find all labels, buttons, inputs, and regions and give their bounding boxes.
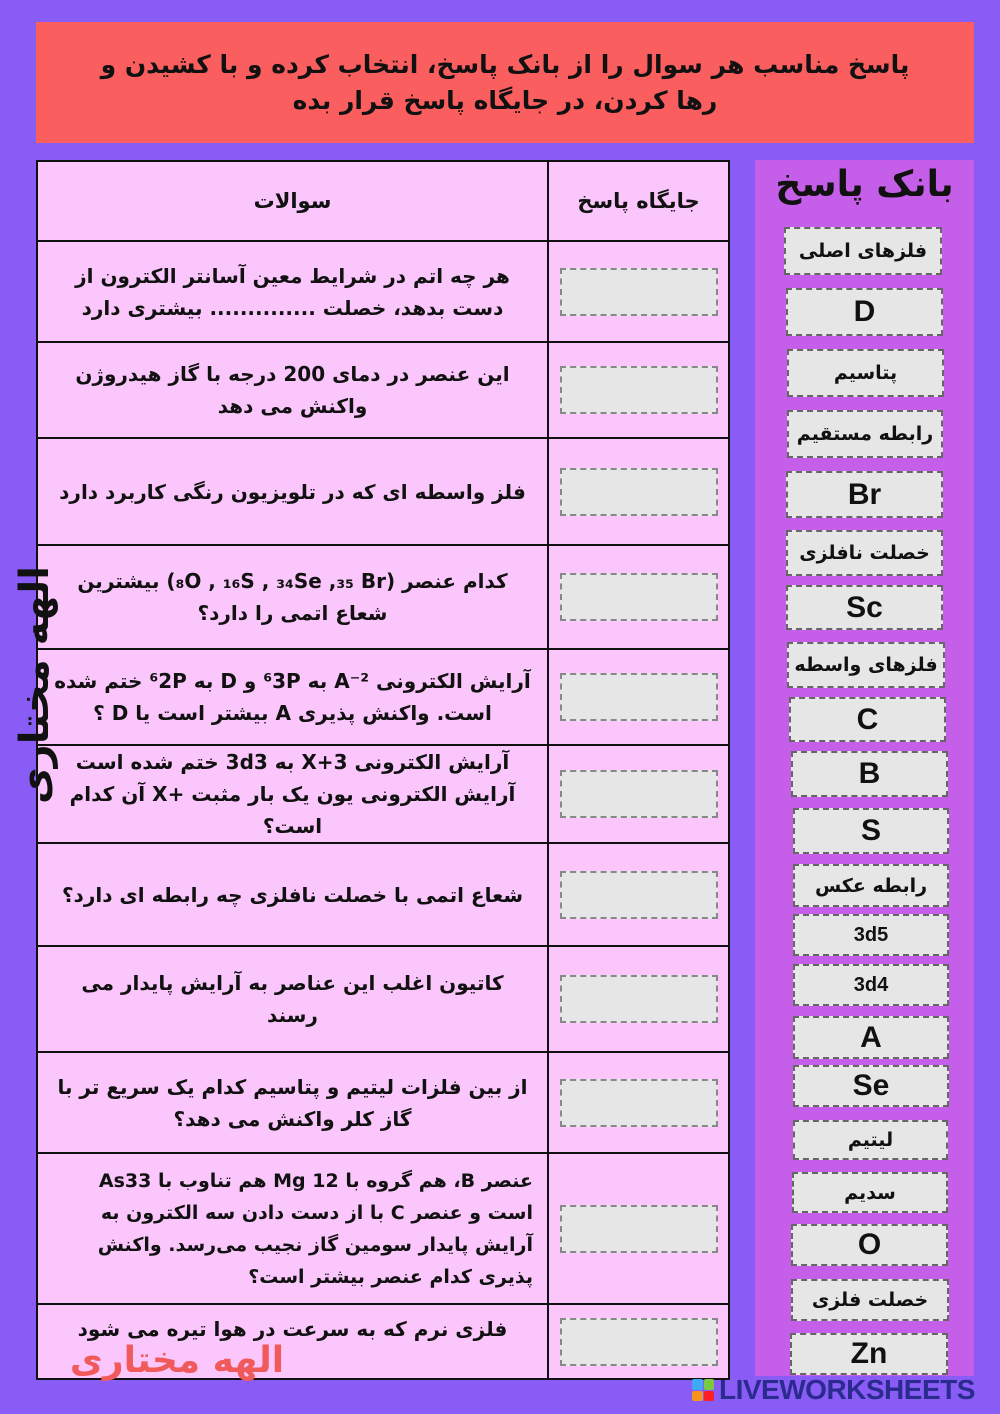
- answer-drop-slot[interactable]: [560, 975, 718, 1023]
- question-text: این عنصر در دمای 200 درجه با گاز هیدروژن واکنش می دهد: [37, 342, 548, 438]
- answer-drop-slot[interactable]: [560, 1079, 718, 1127]
- question-row: [37, 745, 729, 843]
- answer-drop-slot[interactable]: [560, 1205, 718, 1253]
- answer-chip[interactable]: A: [793, 1016, 949, 1059]
- question-text: کاتیون اغلب این عناصر به آرایش پایدار می رسند: [37, 946, 548, 1052]
- answer-cell: [548, 843, 729, 946]
- instructions-line-2: رها کردن، در جایگاه پاسخ قرار بده: [292, 85, 718, 115]
- answer-drop-slot[interactable]: [560, 1318, 718, 1366]
- answer-cell: [548, 649, 729, 745]
- question-text: فلز واسطه ای که در تلویزیون رنگی کاربرد دارد: [37, 438, 548, 545]
- question-text: شعاع اتمی با خصلت نافلزی چه رابطه ای دارد؟: [37, 843, 548, 946]
- answer-bank-title: بانک پاسخ: [775, 164, 954, 205]
- answer-chip[interactable]: O: [791, 1224, 948, 1266]
- question-row: [37, 1052, 729, 1153]
- answer-cell: [548, 342, 729, 438]
- answer-cell: [548, 1304, 729, 1379]
- answer-cell: [548, 946, 729, 1052]
- answer-chip[interactable]: Br: [786, 471, 943, 518]
- answer-chip[interactable]: خصلت فلزی: [791, 1279, 949, 1321]
- table-header-row: [37, 161, 729, 241]
- answer-chip[interactable]: D: [786, 288, 943, 336]
- answer-chip[interactable]: خصلت نافلزی: [786, 530, 943, 576]
- questions-header: سوالات: [37, 161, 548, 241]
- answer-drop-slot[interactable]: [560, 673, 718, 721]
- answer-drop-slot[interactable]: [560, 871, 718, 919]
- answer-chip[interactable]: 3d5: [793, 914, 949, 956]
- answer-chip[interactable]: Zn: [790, 1333, 948, 1375]
- question-row: [37, 649, 729, 745]
- answer-chip[interactable]: C: [789, 697, 946, 742]
- answer-chip[interactable]: B: [791, 751, 948, 797]
- answer-chip[interactable]: 3d4: [793, 964, 949, 1006]
- answer-chip[interactable]: Sc: [786, 585, 943, 630]
- answer-chip[interactable]: S: [793, 808, 949, 854]
- question-row: [37, 946, 729, 1052]
- question-row: [37, 843, 729, 946]
- brand-text: LIVEWORKSHEETS: [719, 1374, 975, 1405]
- answer-cell: [548, 745, 729, 843]
- answer-chip[interactable]: رابطه مستقیم: [787, 410, 943, 458]
- answer-drop-slot[interactable]: [560, 366, 718, 414]
- answer-chip[interactable]: رابطه عکس: [793, 864, 949, 907]
- answer-chip[interactable]: فلزهای اصلی: [784, 227, 942, 275]
- question-text: کدام عنصر (₈O , ₁₆S , ₃₄Se ,₃₅ Br) بیشترین شعاع اتمی را دارد؟: [37, 545, 548, 649]
- answer-cell: [548, 1052, 729, 1153]
- answer-cell: [548, 545, 729, 649]
- question-text: آرایش الکترونی ²⁻A به ⁶3P و D به ⁶2P ختم شده است. واکنش پذیری A بیشتر است یا D ؟: [37, 649, 548, 745]
- answer-slot-header: جایگاه پاسخ: [548, 161, 729, 241]
- answer-drop-slot[interactable]: [560, 770, 718, 818]
- answer-chip[interactable]: Se: [793, 1065, 949, 1107]
- question-row: [37, 342, 729, 438]
- answer-cell: [548, 438, 729, 545]
- question-row: [37, 1153, 729, 1304]
- answer-drop-slot[interactable]: [560, 468, 718, 516]
- question-row: [37, 241, 729, 342]
- instructions-banner: [36, 22, 974, 143]
- question-text: از بین فلزات لیتیم و پتاسیم کدام یک سریع تر با گاز کلر واکنش می دهد؟: [37, 1052, 548, 1153]
- answer-chip[interactable]: فلزهای واسطه: [787, 642, 945, 688]
- answer-cell: [548, 1153, 729, 1304]
- question-row: [37, 545, 729, 649]
- liveworksheets-brand: [692, 1372, 975, 1408]
- answer-chip[interactable]: پتاسیم: [787, 349, 944, 397]
- answer-drop-slot[interactable]: [560, 573, 718, 621]
- question-text: فلزی نرم که به سرعت در هوا تیره می شود: [37, 1304, 548, 1379]
- author-watermark-vertical: الهه مختاری: [12, 566, 59, 804]
- question-text: هر چه اتم در شرایط معین آسانتر الکترون از دست بدهد، خصلت .............. بیشتری دارد: [37, 241, 548, 342]
- answer-drop-slot[interactable]: [560, 268, 718, 316]
- question-text: آرایش الکترونی X+3 به 3d3 ختم شده است آرایش الکترونی یون یک بار مثبت +X آن کدام است؟: [37, 745, 548, 843]
- question-text: عنصر B، هم گروه با Mg 12 هم تناوب با As33 است و عنصر C با از دست دادن سه الکترون به آرایش پایدار سومین گاز نجیب می‌رسد. واکنش پذیری کدام عنصر بیشتر است؟: [37, 1153, 548, 1304]
- answer-chip[interactable]: سدیم: [792, 1172, 948, 1213]
- answer-cell: [548, 241, 729, 342]
- author-watermark: الهه مختاری: [69, 1340, 285, 1381]
- question-row: [37, 438, 729, 545]
- answer-chip[interactable]: لیتیم: [793, 1120, 948, 1160]
- instructions-line-1: پاسخ مناسب هر سوال را از بانک پاسخ، انتخاب کرده و با کشیدن و: [100, 49, 910, 79]
- liveworksheets-logo-icon: [692, 1379, 714, 1401]
- questions-table: [36, 160, 730, 1380]
- instructions-text: [101, 47, 910, 119]
